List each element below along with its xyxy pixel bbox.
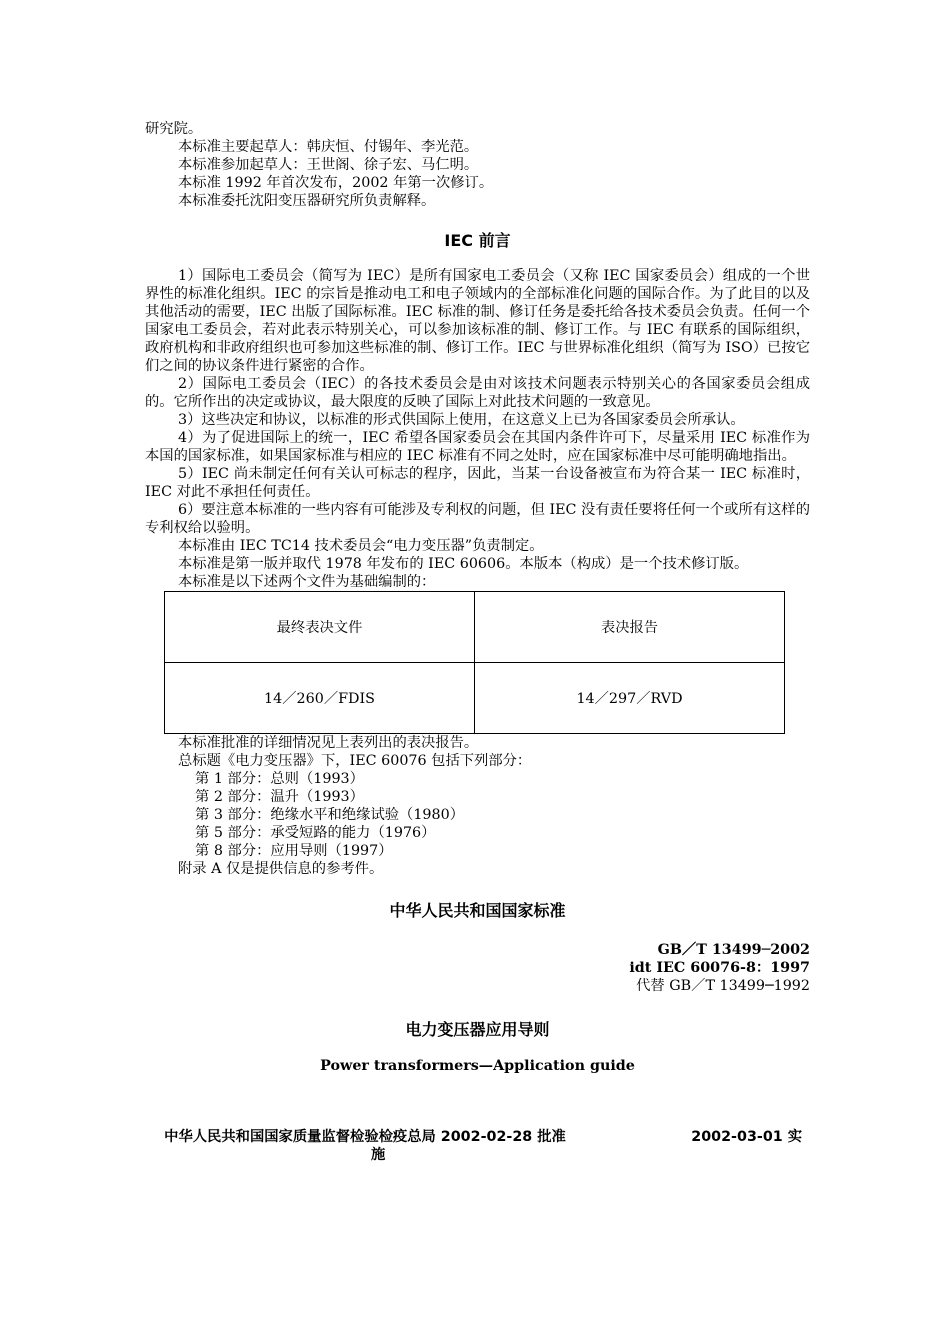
approval-line: 中华人民共和国国家质量监督检验检疫总局 2002-02-28 批准 [164,1129,566,1145]
iec-foreword-heading: IEC 前言 [444,231,511,250]
iec-paragraph-5: 5）IEC 尚未制定任何有关认可标志的程序，因此，当某一台设备被宣布为符合某一 IEC 标准时，IEC 对此不承担任何责任。 [145,466,810,500]
text-line: 本标准委托沈阳变压器研究所负责解释。 [178,193,436,209]
text-line: 总标题《电力变压器》下，IEC 60076 包括下列部分： [178,753,532,769]
standard-code: GB／T 13499─2002 [657,942,810,958]
text-line: 本标准 1992 年首次发布，2002 年第一次修订。 [178,175,494,191]
table-cell: 14／260／FDIS [165,663,475,734]
table-header-row [165,592,785,663]
iec-paragraph-8: 本标准是第一版并取代 1978 年发布的 IEC 60606。本版本（构成）是一个技术修订版。 [178,556,749,572]
text-line: 本标准主要起草人：韩庆恒、付锡年、李光范。 [178,139,479,155]
part-list-item: 第 5 部分：承受短路的能力（1976） [195,825,436,841]
text-line: 本标准批准的详细情况见上表列出的表决报告。 [178,735,479,751]
table-row [165,663,785,734]
part-list-item: 第 2 部分：温升（1993） [195,789,364,805]
voting-table [164,591,785,734]
iec-paragraph-6: 6）要注意本标准的一些内容有可能涉及专利权的问题，但 IEC 没有责任要将任何一个或所有这样的专利权给以验明。 [145,502,810,536]
idt-code: idt IEC 60076-8：1997 [629,960,810,976]
part-list-item: 第 8 部分：应用导则（1997） [195,843,393,859]
replaces-code: 代替 GB／T 13499─1992 [636,978,810,994]
text-line: 研究院。 [145,121,203,137]
part-list-item: 第 3 部分：绝缘水平和绝缘试验（1980） [195,807,465,823]
implementation-date: 2002-03-01 实 [691,1129,802,1145]
annex-note: 附录 A 仅是提供信息的参考件。 [178,861,384,877]
national-standard-heading: 中华人民共和国国家标准 [389,901,566,920]
table-header-cell: 表决报告 [475,592,785,663]
iec-paragraph-7: 本标准由 IEC TC14 技术委员会“电力变压器”负责制定。 [178,538,544,554]
iec-paragraph-4: 4）为了促进国际上的统一，IEC 希望各国家委员会在其国内条件许可下，尽量采用 IEC 标准作为本国的国家标准，如果国家标准与相应的 IEC 标准有不同之处时，应在国家标准中尽可能明确地指出。 [145,430,810,464]
text-line: 本标准参加起草人：王世阁、徐子宏、马仁明。 [178,157,479,173]
approval-text [145,1128,585,1164]
iec-paragraph-1: 1）国际电工委员会（简写为 IEC）是所有国家电工委员会（又称 IEC 国家委员会）组成的一个世界性的标准化组织。IEC 的宗旨是推动电工和电子领域内的全部标准化问题的国际合作。为了此目的以及其他活动的需要，IEC 出版了国际标准。IEC 标准的制、修订任务是委托给各技术委员会负责。任何一个国家电工委员会，若对此表示特别关心，可以参加该标准的制、修订工作。与 IEC 有联系的国际组织，政府机构和非政府组织也可参加这些标准的制、修订工作。IEC 与世界标准化组织（简写为 ISO）已按它们之间的协议条件进行紧密的合作。 [145,268,810,374]
part-list-item: 第 1 部分：总则（1993） [195,771,364,787]
approval-wrap: 施 [371,1147,386,1163]
table-header-cell: 最终表决文件 [165,592,475,663]
title-chinese: 电力变压器应用导则 [405,1020,550,1039]
iec-paragraph-9: 本标准是以下述两个文件为基础编制的： [178,574,436,590]
iec-paragraph-3: 3）这些决定和协议，以标准的形式供国际上使用，在这意义上已为各国家委员会所承认。 [178,412,745,428]
table-cell: 14／297／RVD [475,663,785,734]
title-english: Power transformers—Application guide [320,1058,635,1074]
document-page [145,120,810,1074]
iec-paragraph-2: 2）国际电工委员会（IEC）的各技术委员会是由对该技术问题表示特别关心的各国家委员会组成的。它所作出的决定或协议，最大限度的反映了国际上对此技术问题的一致意见。 [145,376,810,410]
